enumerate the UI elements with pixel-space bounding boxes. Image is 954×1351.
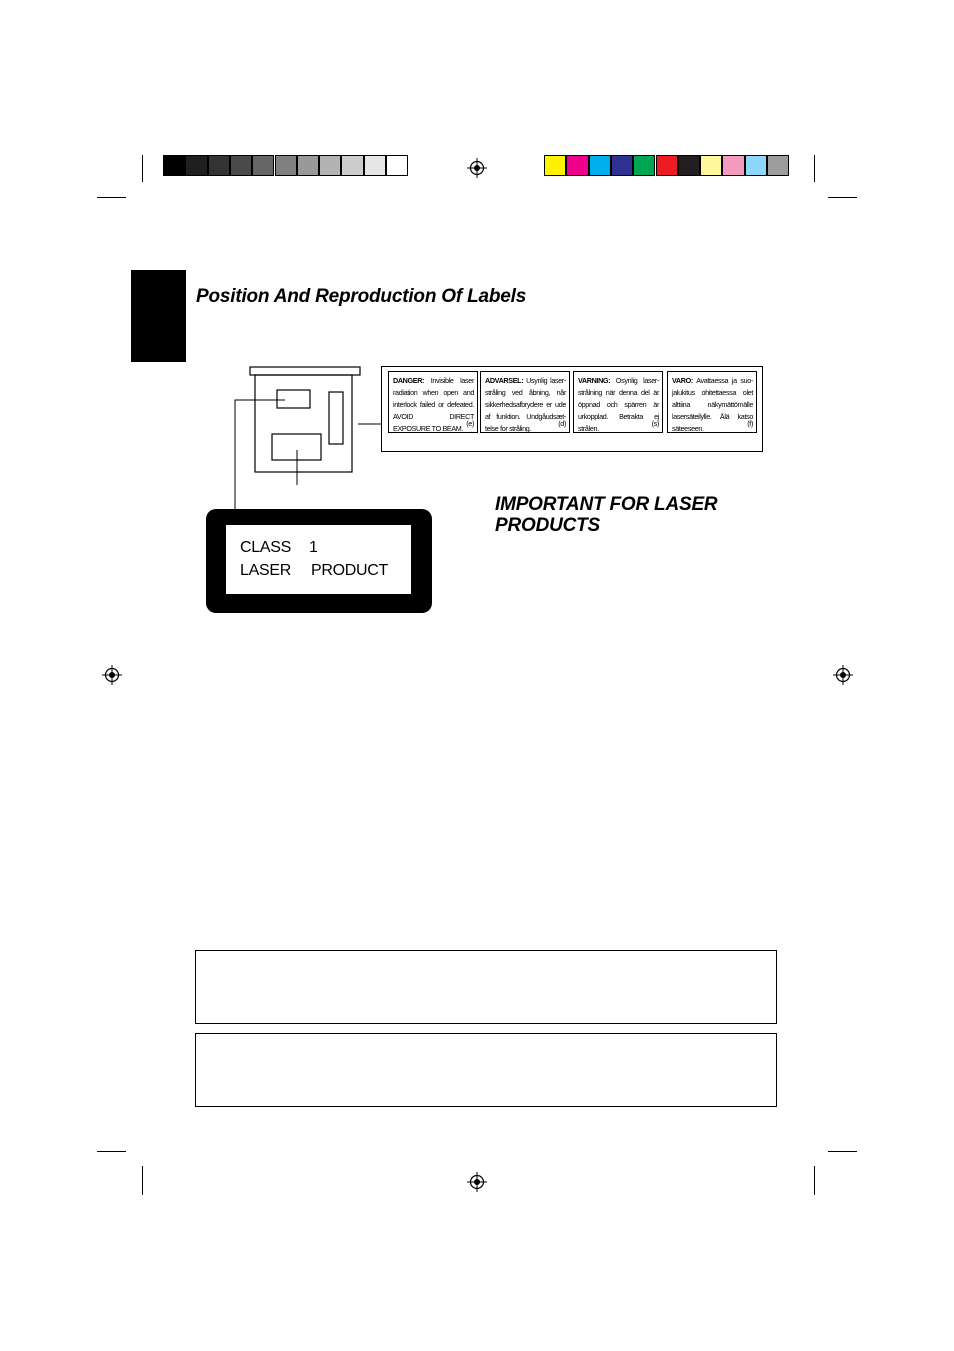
crop-mark [142, 155, 143, 182]
crop-mark [828, 1151, 857, 1152]
warning-label-strip [381, 366, 763, 452]
leader-lines [200, 395, 385, 515]
color-swatch [566, 155, 588, 176]
color-swatch [544, 155, 566, 176]
laser-text: LASER [240, 562, 291, 579]
crop-mark [814, 155, 815, 182]
color-swatch [611, 155, 633, 176]
crop-mark [97, 197, 126, 198]
color-swatch [297, 155, 319, 176]
registration-mark-icon [467, 1172, 487, 1192]
color-swatch [656, 155, 678, 176]
crop-mark [97, 1151, 126, 1152]
class-1-laser-label [206, 509, 432, 613]
warning-label-varo: VARO: Avattaessa ja suo-jalukitus ohitettaessa olet alttiina näkymättömälle lasersäteilylle. Älä katso säteeseen. (f) [667, 371, 757, 433]
color-swatch [185, 155, 207, 176]
color-swatch [230, 155, 252, 176]
color-swatch [252, 155, 274, 176]
warning-label-danger: DANGER: Invisible laser radiation when open and interlock failed or defeated. AVOID DIRECT EXPOSURE TO BEAM. (e) [388, 371, 478, 433]
color-swatch [633, 155, 655, 176]
color-swatch [700, 155, 722, 176]
crop-mark [828, 197, 857, 198]
color-swatch [364, 155, 386, 176]
registration-mark-icon [102, 665, 122, 685]
side-tab-marker [131, 270, 186, 362]
registration-mark-icon [467, 158, 487, 178]
class-number: 1 [309, 539, 318, 556]
product-text: PRODUCT [311, 562, 389, 579]
important-heading: IMPORTANT FOR LASER PRODUCTS [495, 494, 718, 536]
color-swatch [722, 155, 744, 176]
color-swatch [589, 155, 611, 176]
color-swatch [767, 155, 789, 176]
crop-mark [142, 1166, 143, 1195]
color-swatch [678, 155, 700, 176]
color-swatch [163, 155, 185, 176]
warning-label-varning: VARNING: Osynlig laser-strålning när denna del är öppnad och spärren är urkopplad. Betrakta ej strålen. (s) [573, 371, 663, 433]
color-swatch [386, 155, 408, 176]
notice-box [195, 950, 777, 1024]
color-swatch [208, 155, 230, 176]
page-title: Position And Reproduction Of Labels [196, 286, 527, 307]
class-label-panel [226, 525, 411, 594]
color-swatch [319, 155, 341, 176]
color-swatch [275, 155, 297, 176]
class-text: CLASS [240, 539, 291, 556]
color-swatch [745, 155, 767, 176]
registration-mark-icon [833, 665, 853, 685]
color-swatch [341, 155, 363, 176]
crop-mark [814, 1166, 815, 1195]
warning-label-advarsel: ADVARSEL: Usynlig laser-stråling ved åbning, når sikkerhedsafbrydere er ude af funktion. Undgåudsæt-telse for stråling. (d) [480, 371, 570, 433]
notice-box [195, 1033, 777, 1107]
